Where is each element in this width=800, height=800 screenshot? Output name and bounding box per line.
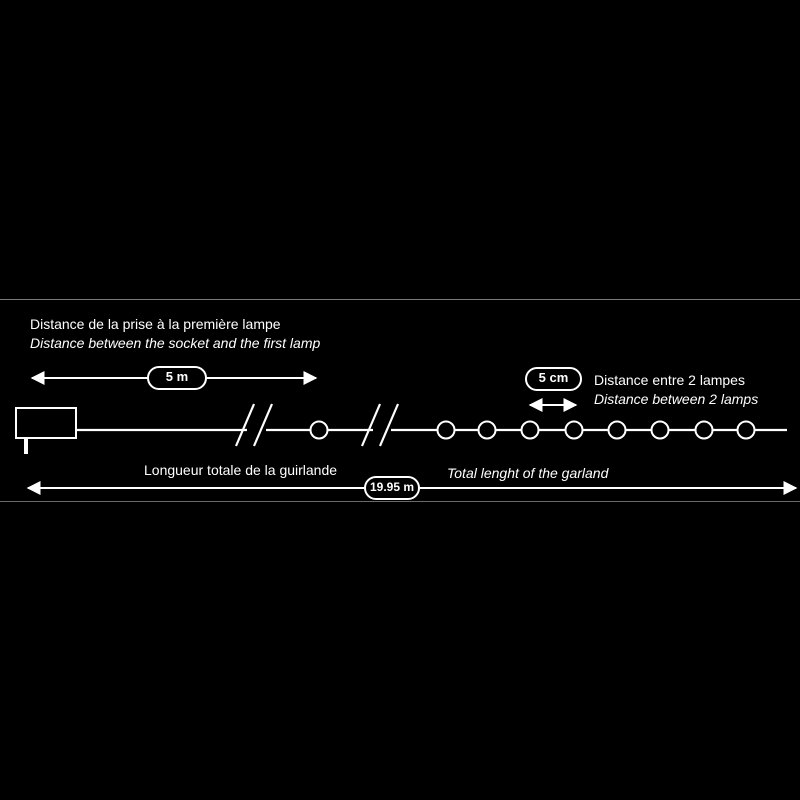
lamp-9 [738, 422, 755, 439]
lamp-6 [609, 422, 626, 439]
cable-break-mark-2 [362, 404, 398, 446]
lamp-8 [696, 422, 713, 439]
lamp-2 [438, 422, 455, 439]
plug-icon [16, 408, 76, 454]
lamp-4 [522, 422, 539, 439]
socket-distance-value: 5 m [165, 369, 189, 384]
cable-break-mark-1 [236, 404, 272, 446]
lamp-spacing-label-fr: Distance entre 2 lampes [594, 372, 745, 388]
total-length-label-en: Total lenght of the garland [447, 465, 609, 481]
socket-distance-label-en: Distance between the socket and the first lamp [30, 335, 321, 351]
lamp-spacing-label-en: Distance between 2 lamps [594, 391, 759, 407]
lamp-5 [566, 422, 583, 439]
total-length-value: 19.95 m [369, 480, 415, 494]
socket-distance-label-fr: Distance de la prise à la première lampe [30, 316, 281, 332]
total-length-label-fr: Longueur totale de la guirlande [144, 462, 338, 478]
lamp-spacing-value: 5 cm [538, 370, 569, 385]
lamp-1 [311, 422, 328, 439]
lamp-3 [479, 422, 496, 439]
lamp-7 [652, 422, 669, 439]
